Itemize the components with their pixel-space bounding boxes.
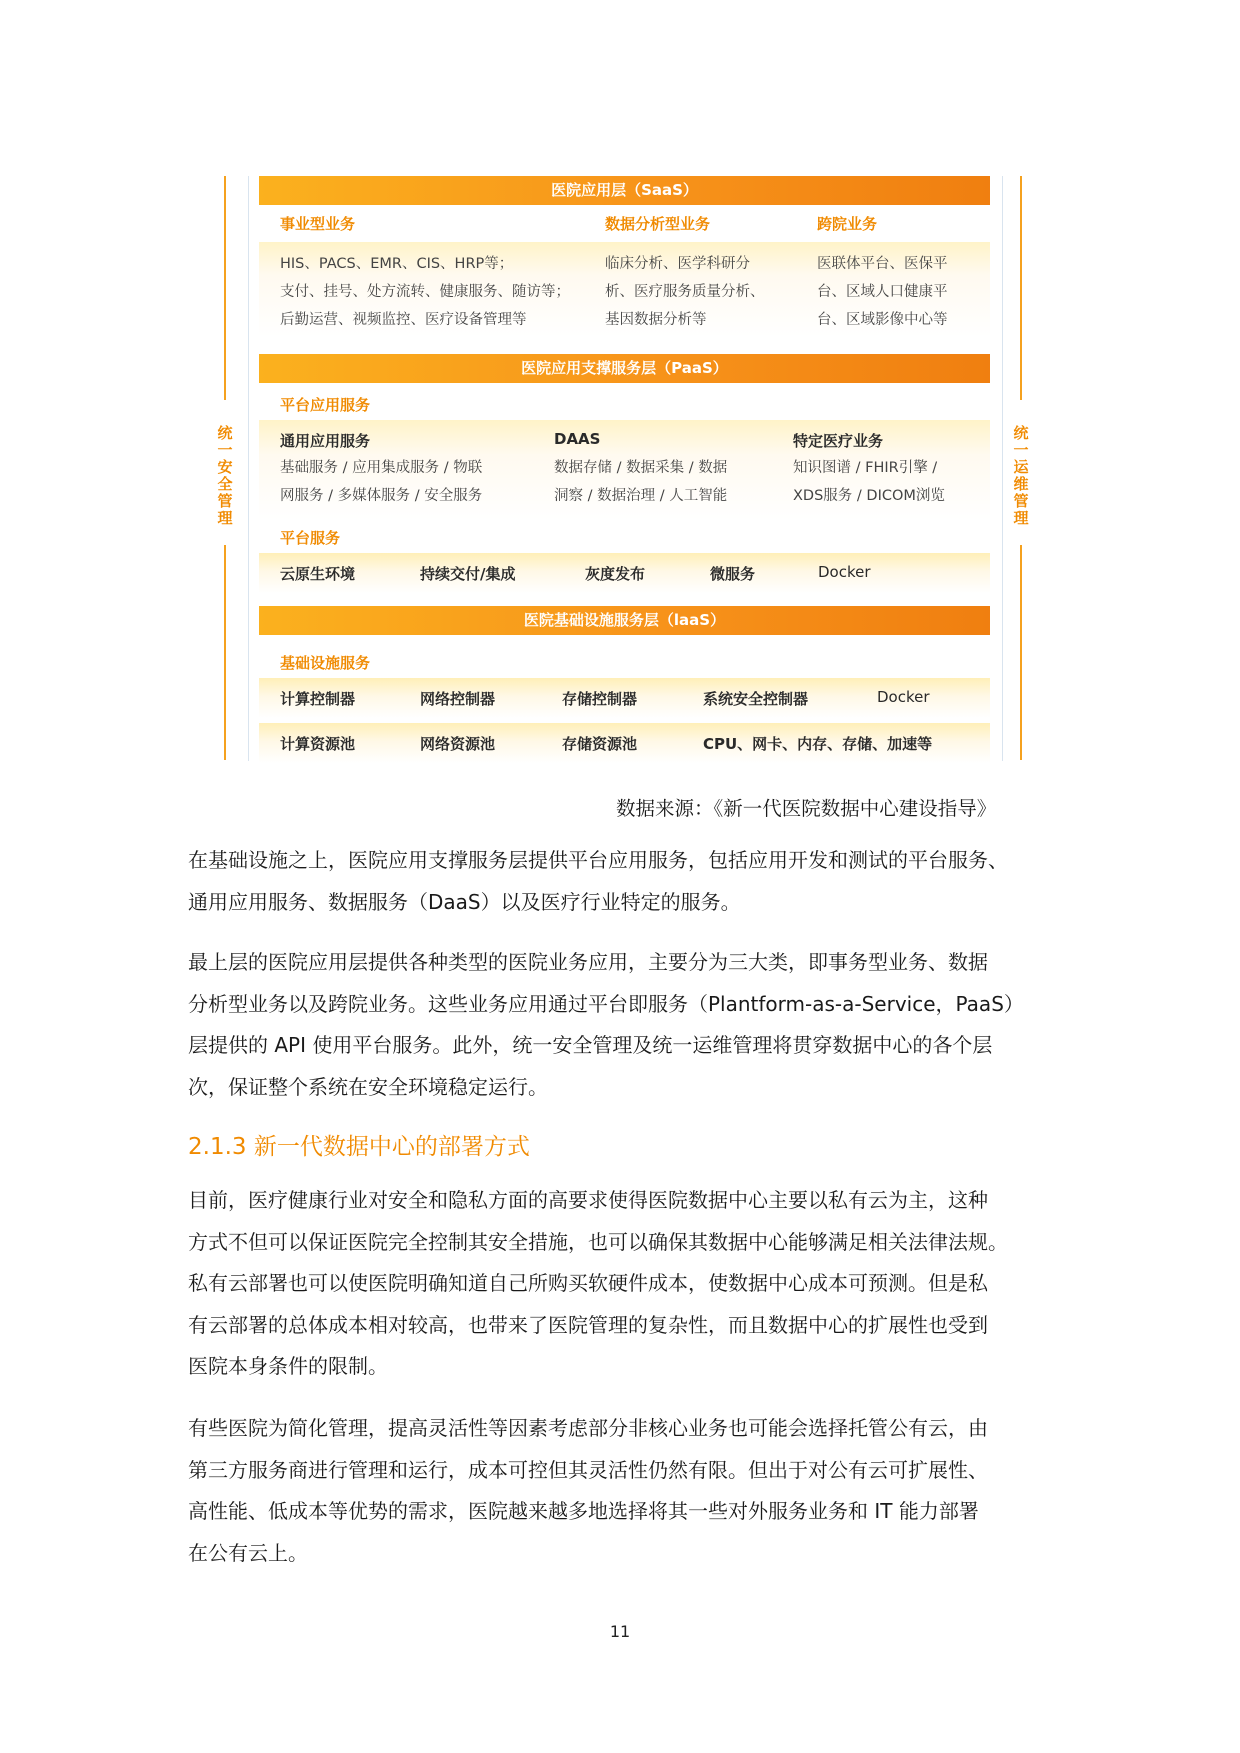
paas-layer-bar: 医院应用支撑服务层（PaaS） xyxy=(259,354,990,383)
paragraph-4-line: 第三方服务商进行管理和运行，成本可控但其灵活性仍然有限。但出于对公有云可扩展性、 xyxy=(188,1457,988,1482)
page-number: 11 xyxy=(609,1622,631,1641)
paragraph-3 xyxy=(188,1180,1068,1388)
paragraph-3-line: 有云部署的总体成本相对较高，也带来了医院管理的复杂性，而且数据中心的扩展性也受到 xyxy=(188,1312,988,1337)
saas-col3-heading: 跨院业务 xyxy=(817,215,878,233)
frame-line-left xyxy=(248,176,249,761)
saas-col1-line3: 后勤运营、视频监控、医疗设备管理等 xyxy=(280,312,527,328)
iaas-row1-item1: 计算控制器 xyxy=(280,690,356,708)
paragraph-2 xyxy=(188,942,1068,1108)
iaas-row2-item2: 网络资源池 xyxy=(420,735,496,753)
saas-col3-line3: 台、区域影像中心等 xyxy=(817,312,948,328)
right-side-bar-top xyxy=(1020,176,1022,400)
iaas-row1-item4: 系统安全控制器 xyxy=(703,690,809,708)
paragraph-3-line: 目前，医疗健康行业对安全和隐私方面的高要求使得医院数据中心主要以私有云为主，这种 xyxy=(188,1188,988,1212)
paas-col2-line1: 数据存储 / 数据采集 / 数据 xyxy=(554,460,728,476)
iaas-infra-services-heading: 基础设施服务 xyxy=(280,654,371,672)
paragraph-4-line: 有些医院为简化管理，提高灵活性等因素考虑部分非核心业务也可能会选择托管公有云，由 xyxy=(188,1416,988,1440)
iaas-layer-bar: 医院基础设施服务层（laaS） xyxy=(259,606,990,635)
saas-col2-line2: 析、医疗服务质量分析、 xyxy=(605,284,765,300)
paragraph-3-line: 方式不但可以保证医院完全控制其安全措施，也可以确保其数据中心能够满足相关法律法规。 xyxy=(188,1229,1008,1254)
right-side-label: 统 一 运 维 管 理 xyxy=(1013,424,1029,527)
paragraph-4-line: 在公有云上。 xyxy=(188,1540,308,1565)
paas-col3-heading: 特定医疗业务 xyxy=(793,432,884,450)
paas-platform-services-heading: 平台服务 xyxy=(280,529,341,547)
paragraph-4-line: 高性能、低成本等优势的需求，医院越来越多地选择将其一些对外服务业务和 IT 能力部署 xyxy=(188,1499,979,1523)
paas-col2-heading: DAAS xyxy=(554,430,601,448)
paragraph-1 xyxy=(188,840,1068,923)
paragraph-3-line: 医院本身条件的限制。 xyxy=(188,1354,388,1378)
platform-item-gray-release: 灰度发布 xyxy=(585,565,646,583)
left-side-bar-bottom xyxy=(224,545,226,760)
saas-col2-line1: 临床分析、医学科研分 xyxy=(605,256,750,272)
paas-col1-line1: 基础服务 / 应用集成服务 / 物联 xyxy=(280,460,483,476)
platform-item-cloud-native: 云原生环境 xyxy=(280,565,356,583)
saas-col1-heading: 事业型业务 xyxy=(280,215,356,233)
platform-item-microservice: 微服务 xyxy=(710,565,756,583)
iaas-row1-item3: 存储控制器 xyxy=(562,690,638,708)
right-side-bar-bottom xyxy=(1020,545,1022,760)
paragraph-2-line: 最上层的医院应用层提供各种类型的医院业务应用，主要分为三大类，即事务型业务、数据 xyxy=(188,950,988,974)
paas-col3-line1: 知识图谱 / FHIR引擎 / xyxy=(793,460,938,476)
left-side-label: 统 一 安 全 管 理 xyxy=(217,424,233,527)
iaas-row2-item3: 存储资源池 xyxy=(562,735,638,753)
paragraph-4 xyxy=(188,1408,1068,1574)
iaas-row2-item1: 计算资源池 xyxy=(280,735,356,753)
paragraph-3-line: 私有云部署也可以使医院明确知道自己所购买软硬件成本，使数据中心成本可预测。但是私 xyxy=(188,1271,988,1295)
platform-item-ci-cd: 持续交付/集成 xyxy=(420,565,516,583)
paragraph-1-line: 通用应用服务、数据服务（DaaS）以及医疗行业特定的服务。 xyxy=(188,889,741,914)
saas-col2-line3: 基因数据分析等 xyxy=(605,312,707,328)
saas-col3-line2: 台、区域人口健康平 xyxy=(817,284,948,300)
paragraph-2-line: 分析型业务以及跨院业务。这些业务应用通过平台即服务（Plantform-as-a-Service，PaaS） xyxy=(188,991,1024,1016)
architecture-diagram xyxy=(0,0,1240,780)
paas-col2-line2: 洞察 / 数据治理 / 人工智能 xyxy=(554,488,728,504)
paragraph-1-line: 在基础设施之上，医院应用支撑服务层提供平台应用服务，包括应用开发和测试的平台服务、 xyxy=(188,848,1008,872)
iaas-row1-item2: 网络控制器 xyxy=(420,690,496,708)
saas-col3-line1: 医联体平台、医保平 xyxy=(817,256,948,272)
iaas-row1-item5: Docker xyxy=(877,688,930,706)
paragraph-2-line: 层提供的 API 使用平台服务。此外，统一安全管理及统一运维管理将贯穿数据中心的各个层 xyxy=(188,1033,993,1057)
paas-col3-line2: XDS服务 / DICOM浏览 xyxy=(793,488,945,504)
left-side-bar-top xyxy=(224,176,226,400)
figure-caption: 数据来源：《新一代医院数据中心建设指导》 xyxy=(616,797,997,820)
paas-col1-heading: 通用应用服务 xyxy=(280,432,371,450)
saas-layer-bar: 医院应用层（SaaS） xyxy=(259,176,990,205)
iaas-row2-item4: CPU、网卡、内存、存储、加速等 xyxy=(703,735,933,753)
saas-col1-line2: 支付、挂号、处方流转、健康服务、随访等； xyxy=(280,284,570,300)
platform-item-docker: Docker xyxy=(818,563,871,581)
saas-col1-line1: HIS、PACS、EMR、CIS、HRP等； xyxy=(280,256,514,272)
paragraph-2-line: 次，保证整个系统在安全环境稳定运行。 xyxy=(188,1074,548,1099)
saas-col2-heading: 数据分析型业务 xyxy=(605,215,711,233)
paas-platform-app-services-heading: 平台应用服务 xyxy=(280,396,371,414)
frame-line-right xyxy=(1002,176,1003,761)
paas-col1-line2: 网服务 / 多媒体服务 / 安全服务 xyxy=(280,488,483,504)
section-title: 2.1.3 新一代数据中心的部署方式 xyxy=(188,1134,530,1160)
